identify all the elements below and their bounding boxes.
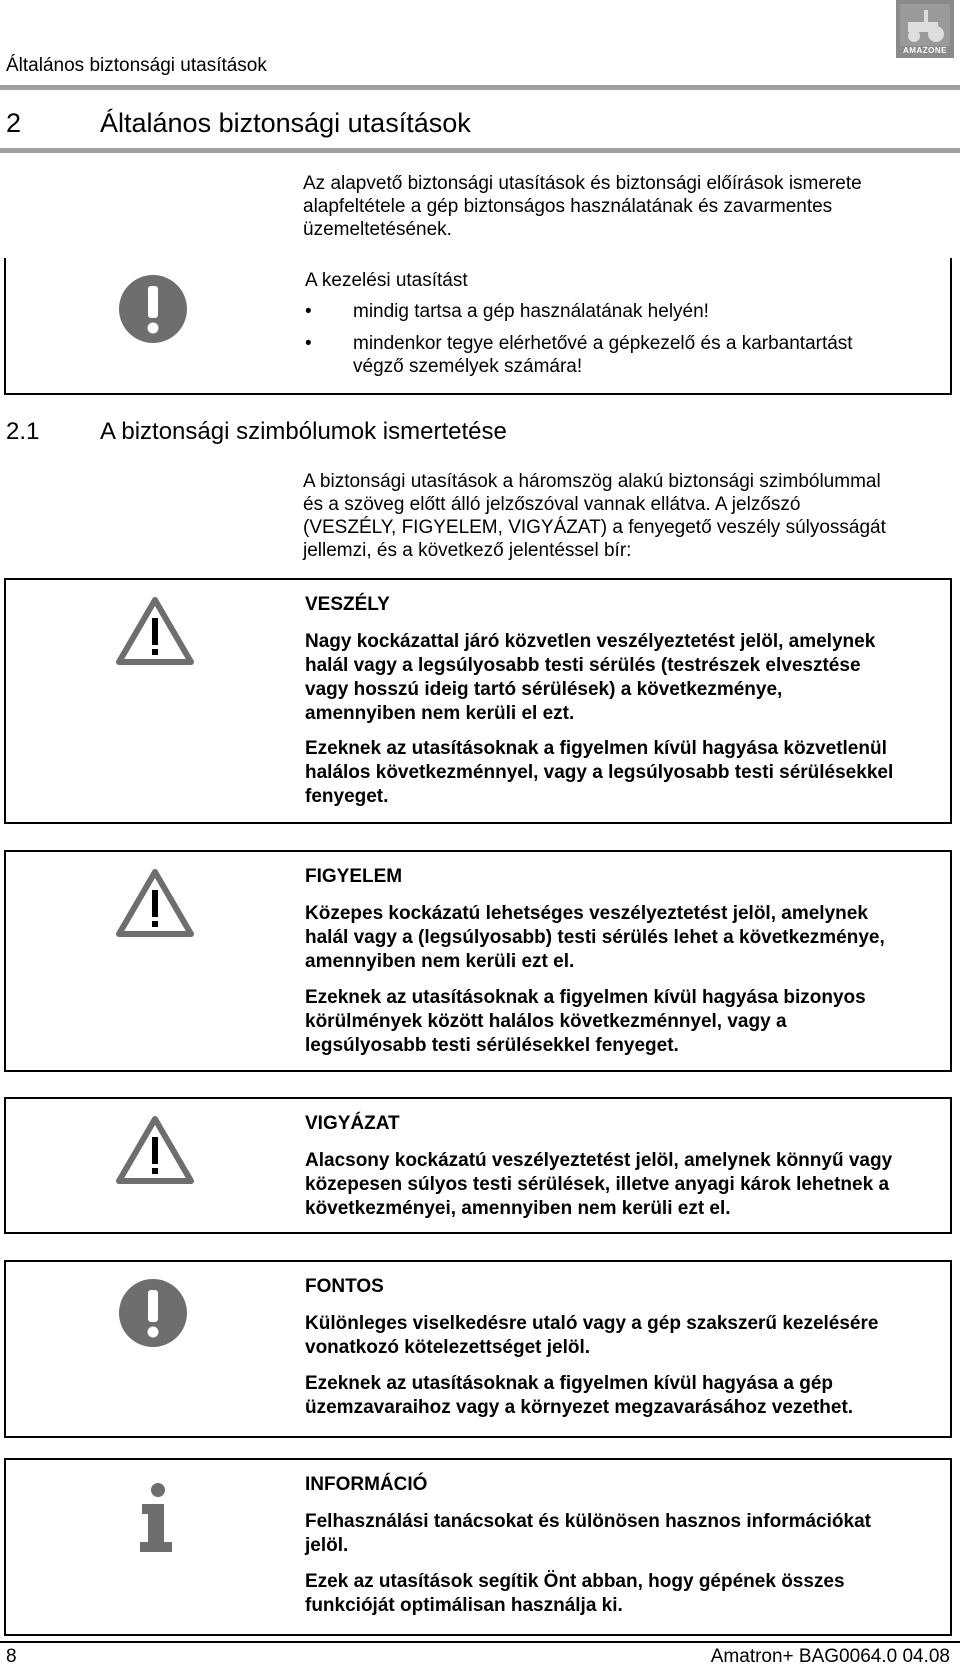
notice-box-information [4, 1458, 952, 1636]
notice-box-important [4, 1260, 952, 1438]
warning-triangle-icon [116, 868, 194, 938]
logo-brand-text: AMAZONE [903, 46, 947, 55]
notice-text: Felhasználási tanácsokat és különösen hasznos információkat jelöl. [305, 1511, 871, 1556]
running-header-title: Általános biztonsági utasítások [6, 55, 267, 76]
document-reference: Amatron+ BAG0064.0 04.08 [710, 1646, 950, 1667]
notice-box-warning [4, 850, 952, 1072]
instruction-lead: A kezelési utasítást [305, 270, 468, 291]
warning-triangle-icon [116, 1115, 194, 1185]
notice-text: Alacsony kockázatú veszélyeztetést jelöl, amelynek könnyű vagy közepesen súlyos testi sérülések, illetve anyagi károk lehetnek a következményei, amennyiben nem kerüli ezt el. [305, 1150, 893, 1219]
notice-text: Különleges viselkedésre utaló vagy a gép szakszerű kezelésére vonatkozó kötelezettséget jelöl. [305, 1313, 879, 1358]
logo-emblem [900, 4, 950, 46]
signal-word: VESZÉLY [305, 594, 390, 615]
signal-word: VIGYÁZAT [305, 1113, 400, 1134]
notice-box-danger [4, 578, 952, 824]
section-title-rule [0, 148, 960, 153]
notice-text: Ezek az utasítások segítik Önt abban, hogy gépének összes funkcióját optimálisan használja ki. [305, 1571, 845, 1616]
subsection-intro: A biztonsági utasítások a háromszög alakú biztonsági szimbólummal és a szöveg előtt álló jelzőszóval vannak ellátva. A jelzőszó (VESZÉLY, FIGYELEM, VIGYÁZAT) a fenyegető veszély súlyosságát jellemzi, és a következő jelentéssel bír: [303, 471, 886, 561]
notice-box-caution [4, 1097, 952, 1234]
signal-word: FONTOS [305, 1276, 384, 1297]
notice-text: Ezeknek az utasításoknak a figyelmen kívül hagyása a gép üzemzavaraihoz vagy a környezet megzavarásához vezethet. [305, 1373, 854, 1418]
signal-word: FIGYELEM [305, 866, 403, 887]
instruction-box: A kezelési utasítást • mindig tartsa a gép használatának helyén! • mindenkor tegye elérhetővé a gépkezelő és a karbantartást végző személyek számára! [4, 258, 952, 395]
info-icon [136, 1482, 176, 1554]
exclamation-circle-icon [118, 274, 188, 344]
signal-word: INFORMÁCIÓ [305, 1474, 428, 1495]
notice-text: Közepes kockázatú lehetséges veszélyeztetést jelöl, amelynek halál vagy a (legsúlyosabb) testi sérülés lehet a következménye, amennyiben nem kerüli ezt el. [305, 903, 885, 972]
notice-text: Ezeknek az utasításoknak a figyelmen kívül hagyása bizonyos körülmények között halálos következménnyel, vagy a legsúlyosabb testi sérülésekkel fenyeget. [305, 987, 866, 1056]
page-number: 8 [6, 1646, 17, 1667]
section-number: 2 [6, 108, 22, 138]
section-intro: Az alapvető biztonsági utasítások és biztonsági előírások ismerete alapfeltétele a gép biztonságos használatának és zavarmentes üzemeltetésének. [303, 173, 862, 240]
notice-text: Ezeknek az utasításoknak a figyelmen kívül hagyása közvetlenül halálos következménnyel, vagy a legsúlyosabb testi sérülésekkel fenyeget. [305, 738, 894, 807]
exclamation-circle-icon [118, 1278, 188, 1348]
warning-triangle-icon [116, 596, 194, 666]
notice-text: Nagy kockázattal járó közvetlen veszélyeztetést jelöl, amelynek halál vagy a legsúlyosabb testi sérülés (testrészek elvesztése vagy hosszú ideig tartó sérülések) a következménye, amennyiben nem kerüli el ezt. [305, 631, 876, 724]
section-title: Általános biztonsági utasítások [100, 108, 471, 138]
footer-rule [0, 1641, 960, 1643]
subsection-number: 2.1 [6, 418, 40, 445]
amazone-logo [896, 0, 954, 58]
subsection-title: A biztonsági szimbólumok ismertetése [100, 418, 507, 445]
header-rule [0, 85, 960, 90]
